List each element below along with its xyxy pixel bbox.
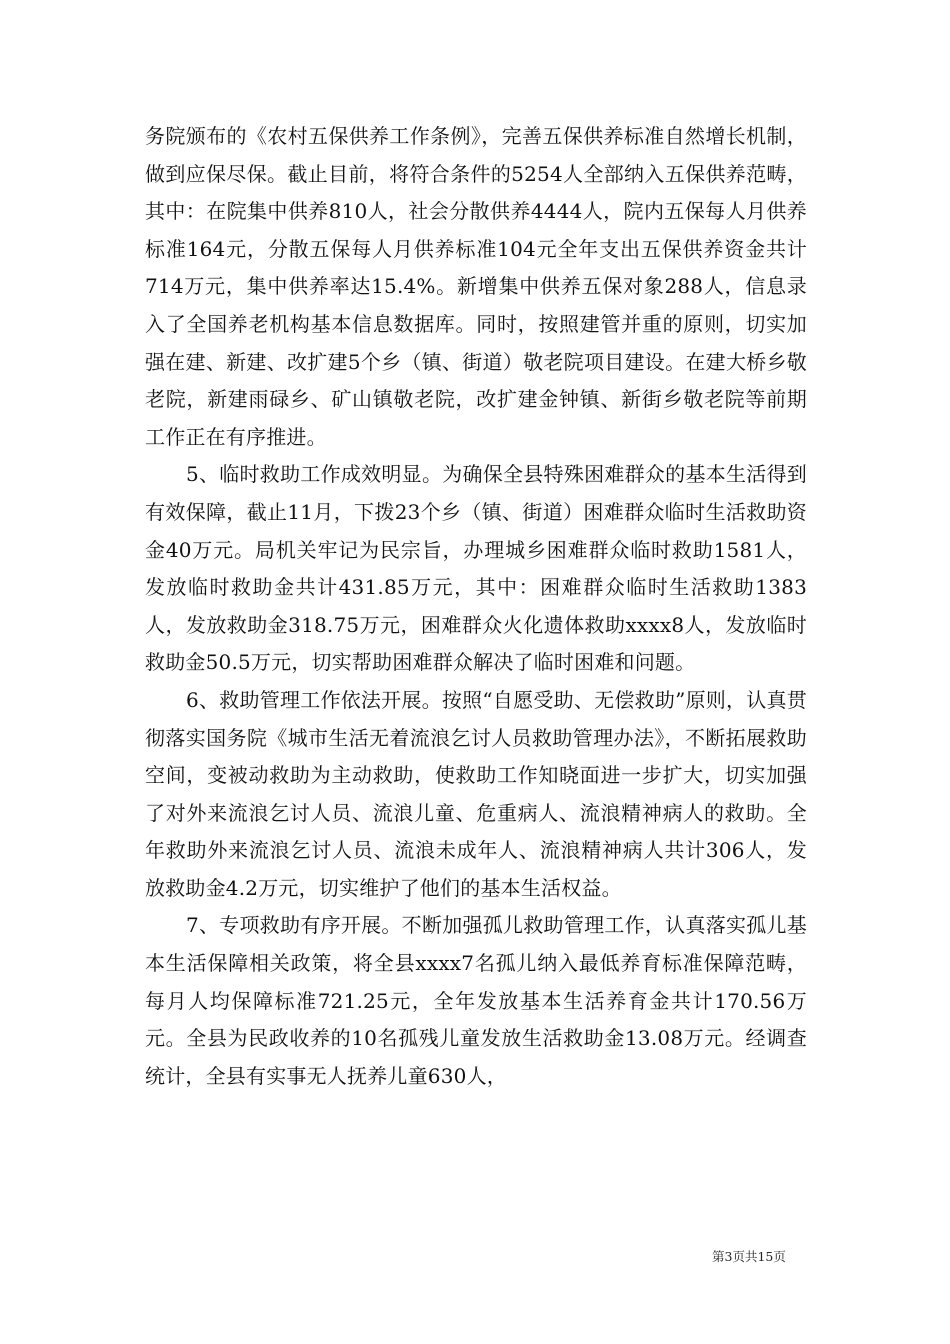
paragraph-4: 7、专项救助有序开展。不断加强孤儿救助管理工作，认真落实孤儿基本生活保障相关政策，将全县xxxx7名孤儿纳入最低养育标准保障范畴，每月人均保障标准721.25元，全年发放基本生活养育金共计170.56万元。全县为民政收养的10名孤残儿童发放生活救助金13.08万元。经调查统计，全县有实事无人抚养儿童630人， — [145, 913, 807, 1088]
paragraph-1: 务院颁布的《农村五保供养工作条例》，完善五保供养标准自然增长机制，做到应保尽保。截止目前，将符合条件的5254人全部纳入五保供养范畴，其中：在院集中供养810人，社会分散供养4444人，院内五保每人月供养标准164元，分散五保每人月供养标准104元全年支出五保供养资金共计714万元，集中供养率达15.4%。新增集中供养五保对象288人，信息录入了全国养老机构基本信息数据库。同时，按照建管并重的原则，切实加强在建、新建、改扩建5个乡（镇、街道）敬老院项目建设。在建大桥乡敬老院，新建雨碌乡、矿山镇敬老院，改扩建金钟镇、新街乡敬老院等前期工作正在有序推进。 — [145, 124, 807, 449]
document-body — [145, 118, 807, 1095]
page-number-label: 第3页共15页 — [712, 1249, 786, 1264]
paragraph-3: 6、救助管理工作依法开展。按照“自愿受助、无偿救助”原则，认真贯彻落实国务院《城市生活无着流浪乞讨人员救助管理办法》，不断拓展救助空间，变被动救助为主动救助，使救助工作知晓面进一步扩大，切实加强了对外来流浪乞讨人员、流浪儿童、危重病人、流浪精神病人的救助。全年救助外来流浪乞讨人员、流浪未成年人、流浪精神病人共计306人，发放救助金4.2万元，切实维护了他们的基本生活权益。 — [145, 687, 807, 900]
page-number-footer — [712, 1247, 786, 1265]
paragraph-2: 5、临时救助工作成效明显。为确保全县特殊困难群众的基本生活得到有效保障，截止11月，下拨23个乡（镇、街道）困难群众临时生活救助资金40万元。局机关牢记为民宗旨，办理城乡困难群众临时救助1581人，发放临时救助金共计431.85万元，其中：困难群众临时生活救助1383人，发放救助金318.75万元，困难群众火化遗体救助xxxx8人，发放临时救助金50.5万元，切实帮助困难群众解决了临时困难和问题。 — [145, 462, 807, 675]
